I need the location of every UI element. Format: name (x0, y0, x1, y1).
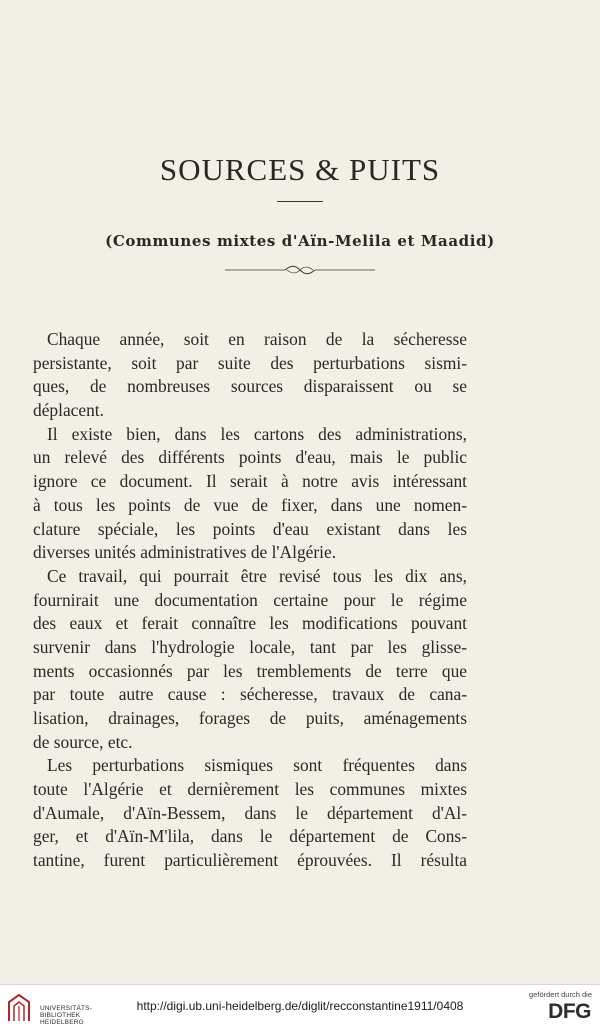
library-name-line: BIBLIOTHEK (40, 1012, 81, 1019)
text-line: clature spéciale, les points d'eau existant dans les (33, 518, 467, 539)
text-line: ques, de nombreuses sources disparaissent ou se (33, 376, 467, 397)
library-name-line: UNIVERSITÄTS- (40, 1005, 93, 1012)
text-line: survenir dans l'hydrologie locale, tant par les glisse- (33, 636, 467, 657)
page-subtitle: (Communes mixtes d'Aïn-Melila et Maadid) (105, 232, 495, 250)
text-line: déplacent. (33, 400, 104, 421)
text-line: diverses unités administratives de l'Algérie. (33, 542, 337, 563)
body-text (33, 328, 467, 873)
text-line: Les perturbations sismiques sont fréquentes dans (47, 755, 467, 776)
viewer-footer (0, 984, 600, 1031)
text-line: ignore ce document. Il serait à notre avis intéressant (33, 471, 467, 492)
library-name-line: HEIDELBERG (40, 1019, 84, 1026)
text-line: à tous les points de vue de fixer, dans une nomen- (33, 494, 467, 515)
text-line: d'Aumale, d'Aïn-Bessem, dans le département d'Al- (33, 802, 467, 823)
page-title: SOURCES & PUITS (159, 152, 441, 187)
text-line: lisation, drainages, forages de puits, aménagements (33, 708, 467, 728)
text-line: fournirait une documentation certaine pour le régime (33, 589, 467, 610)
text-line: un relevé des différents points d'eau, mais le public (33, 447, 467, 468)
text-line: tantine, furent particulièrement éprouvées. Il résulta (33, 850, 467, 871)
text-line: toute l'Algérie et dernièrement les communes mixtes (33, 779, 467, 800)
permalink-url[interactable]: http://digi.ub.uni-heidelberg.de/diglit/recconstantine1911/0408 (136, 999, 464, 1013)
text-line: de source, etc. (33, 731, 133, 752)
funding-label: gefördert durch die (529, 990, 592, 999)
text-line: des eaux et ferait connaître les modifications pouvant (33, 613, 467, 634)
text-line: Il existe bien, dans les cartons des administrations, (47, 423, 467, 444)
dfg-logo[interactable]: DFG (548, 1000, 591, 1023)
ornament-divider-icon (225, 263, 375, 277)
text-line: par toute autre cause : sécheresse, travaux de cana- (33, 684, 467, 705)
text-line: Ce travail, qui pourrait être revisé tous les dix ans, (47, 565, 467, 586)
text-line: Chaque année, soit en raison de la sécheresse (47, 329, 467, 349)
title-rule (277, 201, 323, 202)
text-line: ger, et d'Aïn-M'lila, dans le département de Cons- (33, 826, 467, 847)
text-line: persistante, soit par suite des perturbations sismi- (33, 352, 467, 373)
text-line: ments occasionnés par les tremblements de terre que (33, 660, 467, 681)
